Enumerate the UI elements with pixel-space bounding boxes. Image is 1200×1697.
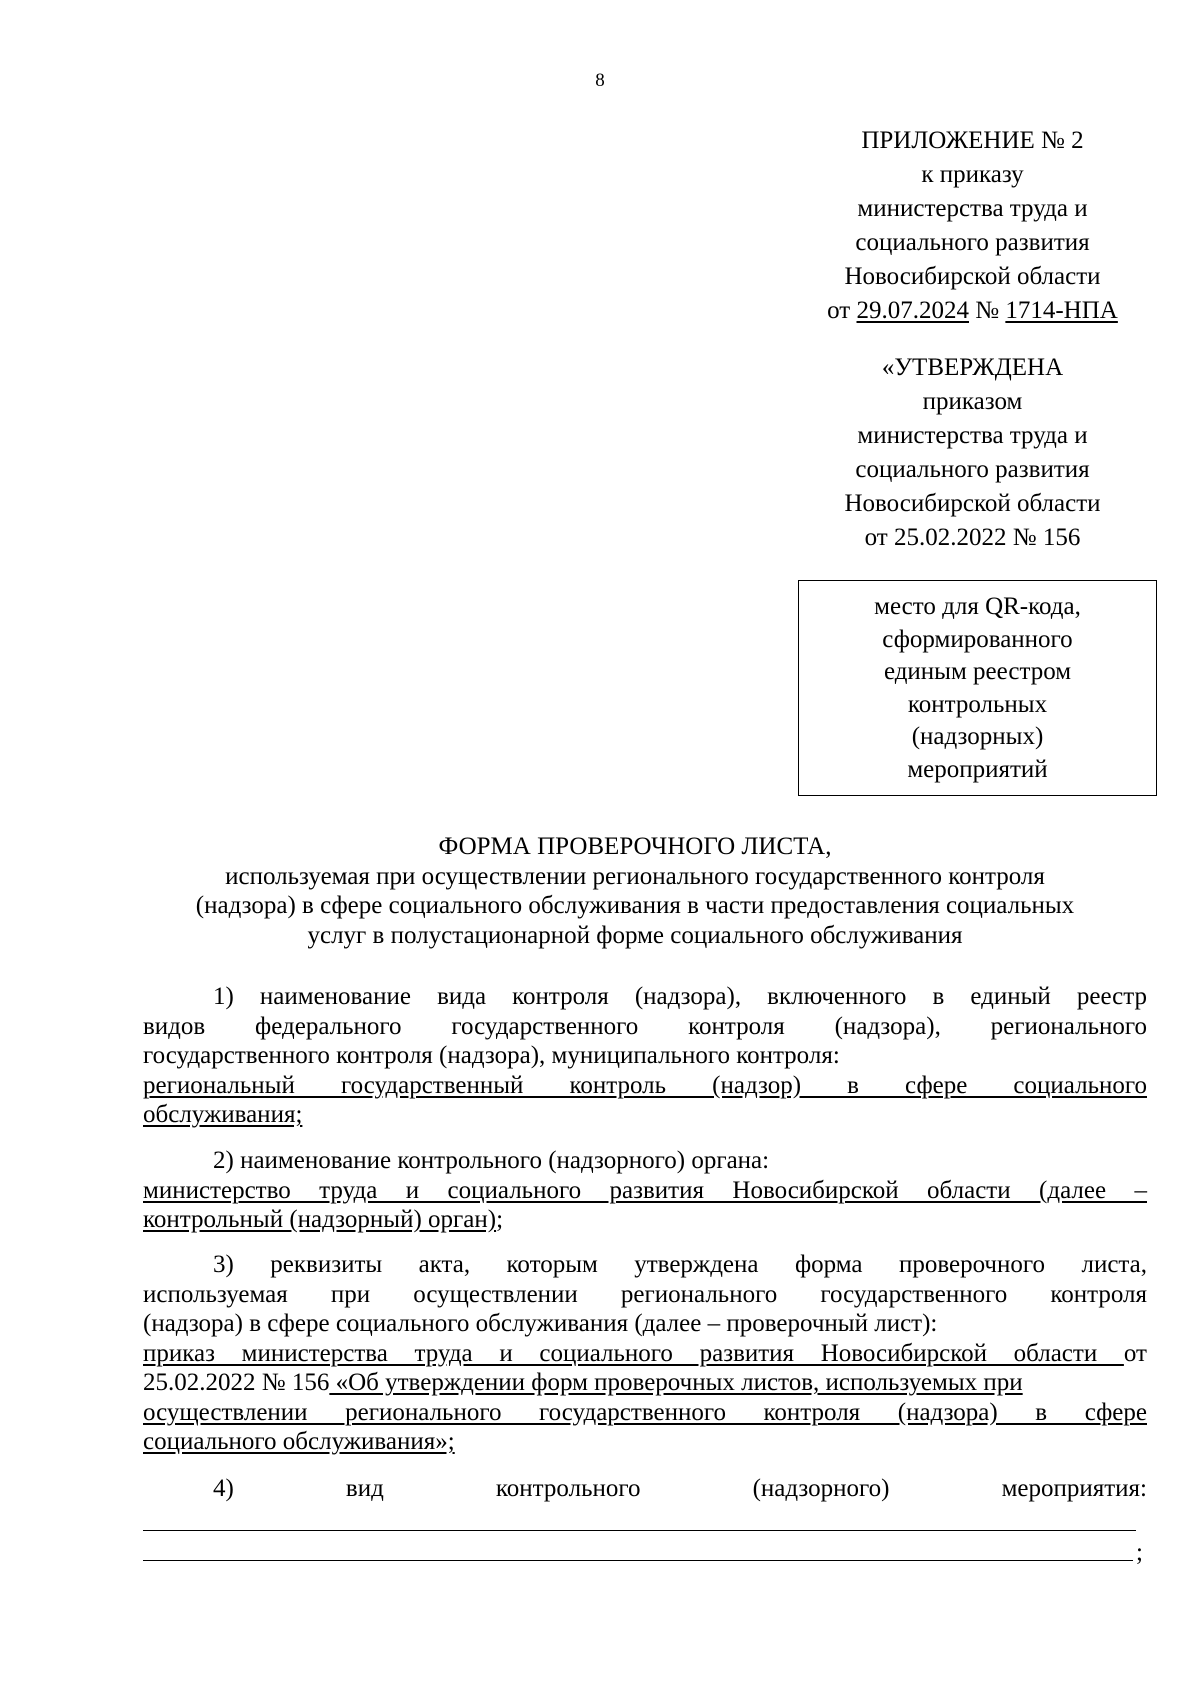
form-title-heading: ФОРМА ПРОВЕРОЧНОГО ЛИСТА,	[438, 833, 832, 860]
page-number: 8	[595, 70, 605, 91]
item-1	[143, 982, 1147, 1130]
item-4-line: 4) вид контрольного (надзорного) мероприятия:	[213, 1475, 1147, 1502]
item-2-value-end: контрольный (надзорный) орган)	[143, 1206, 497, 1233]
approved-date-line: от 25.02.2022 № 156	[864, 524, 1081, 551]
item-4	[143, 1474, 1147, 1504]
qr-code-placeholder	[798, 580, 1157, 796]
item-1-value-line: региональный государственный контроль (надзор) в сфере социального	[143, 1071, 1147, 1099]
item-1-value-line	[143, 1100, 1147, 1130]
approved-title: «УТВЕРЖДЕНА	[881, 354, 1064, 381]
item-2-value-line: министерство труда и социального развития Новосибирской области (далее –	[143, 1176, 1147, 1204]
item-1-value-end: обслуживания;	[143, 1101, 303, 1128]
item-3-value-line	[143, 1368, 1147, 1398]
appendix-line: социального развития	[855, 229, 1090, 256]
form-title-line: используемая при осуществлении регионального государственного контроля	[225, 862, 1045, 890]
appendix-number-prefix: №	[969, 297, 1006, 324]
item-3-line: 3) реквизиты акта, которым утверждена форма проверочного листа,	[213, 1251, 1147, 1278]
item-3-order-title: приказ министерства труда и социального развития Новосибирской области	[143, 1339, 1124, 1367]
item-3-value-line: осуществлении регионального государственного контроля (надзора) в сфере	[143, 1398, 1147, 1426]
qr-placeholder-line: место для QR-кода,	[874, 593, 1081, 620]
item-2-line: 2) наименование контрольного (надзорного) органа:	[213, 1147, 770, 1174]
qr-placeholder-line: мероприятий	[907, 755, 1048, 783]
approved-line: социального развития	[855, 456, 1090, 483]
approved-line: Новосибирской области	[844, 490, 1101, 517]
approved-line: приказом	[922, 388, 1023, 415]
appendix-line: Новосибирской области	[844, 263, 1101, 290]
item-1-line: государственного контроля (надзора), муниципального контроля:	[143, 1042, 840, 1069]
item-4-semicolon: ;	[1136, 1539, 1143, 1566]
appendix-line: к приказу	[921, 161, 1024, 188]
appendix-number: 1714-НПА	[1005, 297, 1118, 324]
appendix-title: ПРИЛОЖЕНИЕ № 2	[861, 127, 1084, 154]
appendix-line: министерства труда и	[857, 195, 1088, 222]
item-3-value-line	[143, 1339, 1147, 1369]
blank-fill-line	[143, 1560, 1133, 1561]
qr-placeholder-line: сформированного	[882, 625, 1073, 653]
item-3	[143, 1250, 1147, 1457]
approved-line: министерства труда и	[857, 422, 1088, 449]
item-3-line: используемая при осуществлении регионального государственного контроля	[143, 1280, 1147, 1308]
qr-placeholder-line: единым реестром	[883, 658, 1072, 685]
appendix-date-line	[790, 294, 1155, 328]
appendix-header	[790, 124, 1155, 328]
item-1-line: 1) наименование вида контроля (надзора), включенного в единый реестр	[213, 983, 1147, 1010]
qr-placeholder-line: (надзорных)	[911, 723, 1044, 750]
approved-header	[790, 351, 1155, 555]
qr-placeholder-line: контрольных	[907, 690, 1048, 718]
item-1-line: видов федерального государственного контроля (надзора), регионального	[143, 1012, 1147, 1040]
item-3-order-name: «Об утверждении форм проверочных листов, используемых при	[329, 1369, 1023, 1396]
item-3-value-end: социального обслуживания»;	[143, 1428, 455, 1455]
form-title-line: услуг в полустационарной форме социального обслуживания	[307, 921, 963, 949]
item-3-order-number: 25.02.2022 № 156	[143, 1369, 330, 1396]
item-2-value-line	[143, 1205, 1147, 1235]
form-title	[130, 832, 1140, 950]
appendix-date: 29.07.2024	[856, 297, 969, 324]
item-3-order-from: от	[1123, 1339, 1147, 1367]
item-3-value-line	[143, 1427, 1147, 1457]
item-2-semicolon: ;	[496, 1206, 504, 1233]
item-2	[143, 1146, 1147, 1235]
blank-fill-line	[143, 1530, 1136, 1531]
appendix-date-prefix: от	[827, 297, 857, 324]
form-title-line: (надзора) в сфере социального обслуживания в части предоставления социальных	[195, 892, 1075, 919]
item-3-line: (надзора) в сфере социального обслуживания (далее – проверочный лист):	[143, 1310, 938, 1337]
